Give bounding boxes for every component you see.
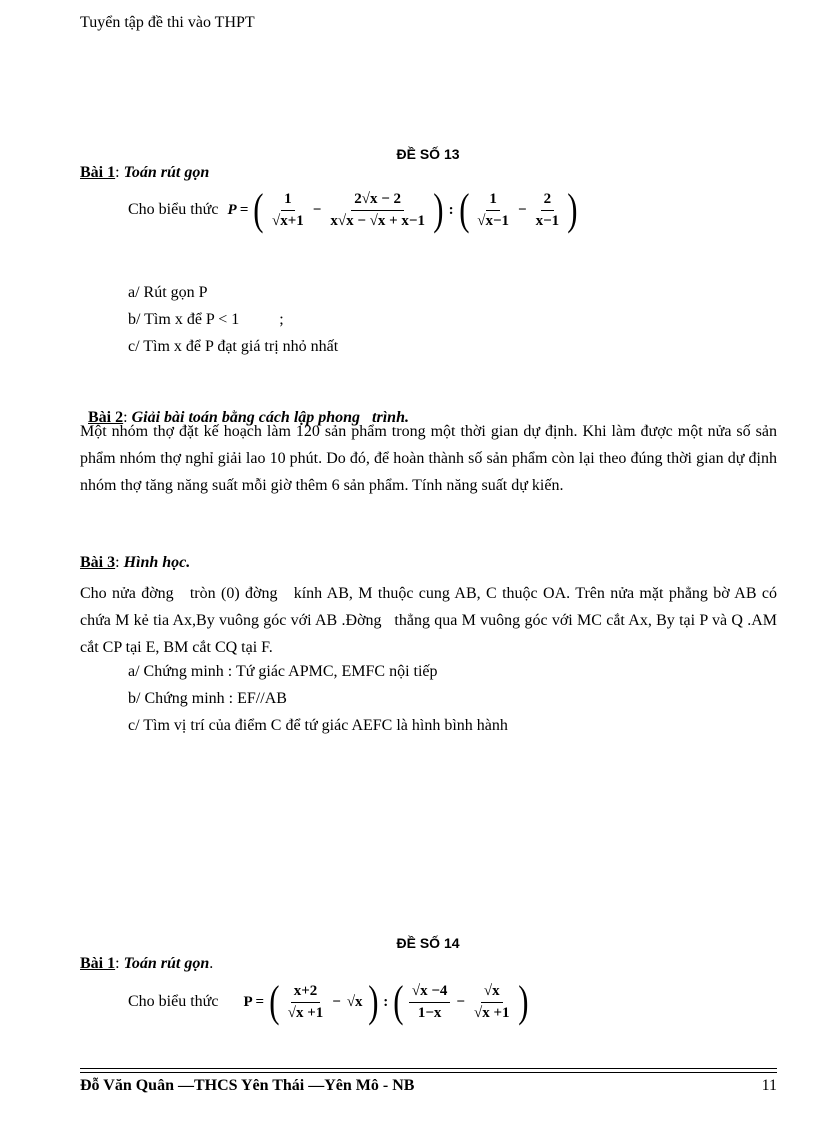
bai-label: Bài 1 xyxy=(80,164,116,181)
page-number: 11 xyxy=(761,1077,777,1094)
bai-topic: Toán rút gọn xyxy=(123,955,210,972)
exam13-bai1-item-c: c/ Tìm x để P đạt giá trị nhỏ nhất xyxy=(128,338,339,355)
exam13-bai3-heading: Bài 3: Hình học. xyxy=(80,554,191,571)
exam13-bai3-item-b: b/ Chứng minh : EF//AB xyxy=(128,690,287,707)
bai-label: Bài 3 xyxy=(80,554,116,571)
exam13-bai3-item-c: c/ Tìm vị trí của điểm C để tứ giác AEFC là hình bình hành xyxy=(128,717,508,734)
bai-topic: Giải bài toán bằng cách lập phong trình. xyxy=(131,409,409,426)
fraction: $\frac{1}{√x+1}$ xyxy=(272,190,304,229)
formula-intro: Cho biểu thức xyxy=(128,201,219,218)
formula-p14: P = ( $\frac{x+2}{√x +1}$ − √x ) : ( $\frac{√x -4}{1-x}$ − $\frac{√x}{√x +1}$ ) xyxy=(243,977,528,1026)
exam-14-title: ĐỀ SỐ 14 xyxy=(396,935,460,951)
footer-author: Đỗ Văn Quân —THCS Yên Thái —Yên Mô - NB xyxy=(80,1077,415,1094)
exam13-bai3-item-a: a/ Chứng minh : Tứ giác APMC, EMFC nội tiếp xyxy=(128,663,438,680)
exam13-bai1-item-b: b/ Tìm x để P < 1 ; xyxy=(128,311,284,328)
fraction: $\frac{x+2}{√x +1}$ xyxy=(287,982,324,1021)
bai-label: Bài 1 xyxy=(80,955,116,972)
bai-topic: Hình học. xyxy=(123,554,191,571)
exam14-formula-row xyxy=(128,977,530,1026)
footer-rule xyxy=(80,1072,777,1073)
exam13-bai2-text: Một nhóm thợ đặt kế hoạch làm 120 sản phẩm trong một thời gian dự định. Khi làm được một nửa số sản phẩm nhóm thợ nghỉ giải lao 10 phút. Do đó, để hoàn thành số sản phẩm còn lại theo đúng thời gian dự định nhóm thợ tăng năng suất mỗi giờ thêm 6 sản phẩm. Tính năng suất dự kiến. xyxy=(80,423,777,494)
exam13-bai1-heading: Bài 1: Toán rút gọn xyxy=(80,164,210,181)
document-header: Tuyển tập đề thi vào THPT xyxy=(80,14,255,31)
exam13-bai1-item-a: a/ Rút gọn P xyxy=(128,284,208,301)
exam14-bai1-heading: Bài 1: Toán rút gọn. xyxy=(80,955,214,972)
exam13-bai2-heading: Bài 2: Giải bài toán bằng cách lập phong trình. xyxy=(88,409,409,426)
bai-topic: Toán rút gọn xyxy=(123,164,210,181)
formula-intro: Cho biểu thức xyxy=(128,993,219,1010)
fraction: $\frac{2√x - 2}{x√x - √x + x-1}$ xyxy=(330,190,425,229)
fraction: $\frac{√x -4}{1-x}$ xyxy=(409,983,451,1022)
bai-label: Bài 2 xyxy=(88,409,124,426)
fraction: $\frac{√x}{√x +1}$ xyxy=(473,982,510,1021)
exam13-formula-row xyxy=(128,185,580,234)
footer-rule xyxy=(80,1068,777,1069)
exam13-bai3-text: Cho nửa đờng tròn (0) đờng kính AB, M thuộc cung AB, C thuộc OA. Trên nửa mặt phẳng bờ AB có chứa M kẻ tia Ax,By vuông góc với AB .Đờng thẳng qua M vuông góc với MC cắt Ax, By tại P và Q .AM cắt CP tại E, BM cắt CQ tại F. xyxy=(80,585,781,656)
formula-p13: P = ( $\frac{1}{√x+1}$ − $\frac{2√x - 2}{x√x - √x + x-1}$ ) : ( $\frac{1}{√x-1}$ − $\frac{2}{x-1}$ ) xyxy=(227,185,578,234)
fraction: $\frac{1}{√x-1}$ xyxy=(477,190,510,229)
fraction: $\frac{2}{x-1}$ xyxy=(535,190,560,229)
exam-13-title: ĐỀ SỐ 13 xyxy=(396,146,460,162)
